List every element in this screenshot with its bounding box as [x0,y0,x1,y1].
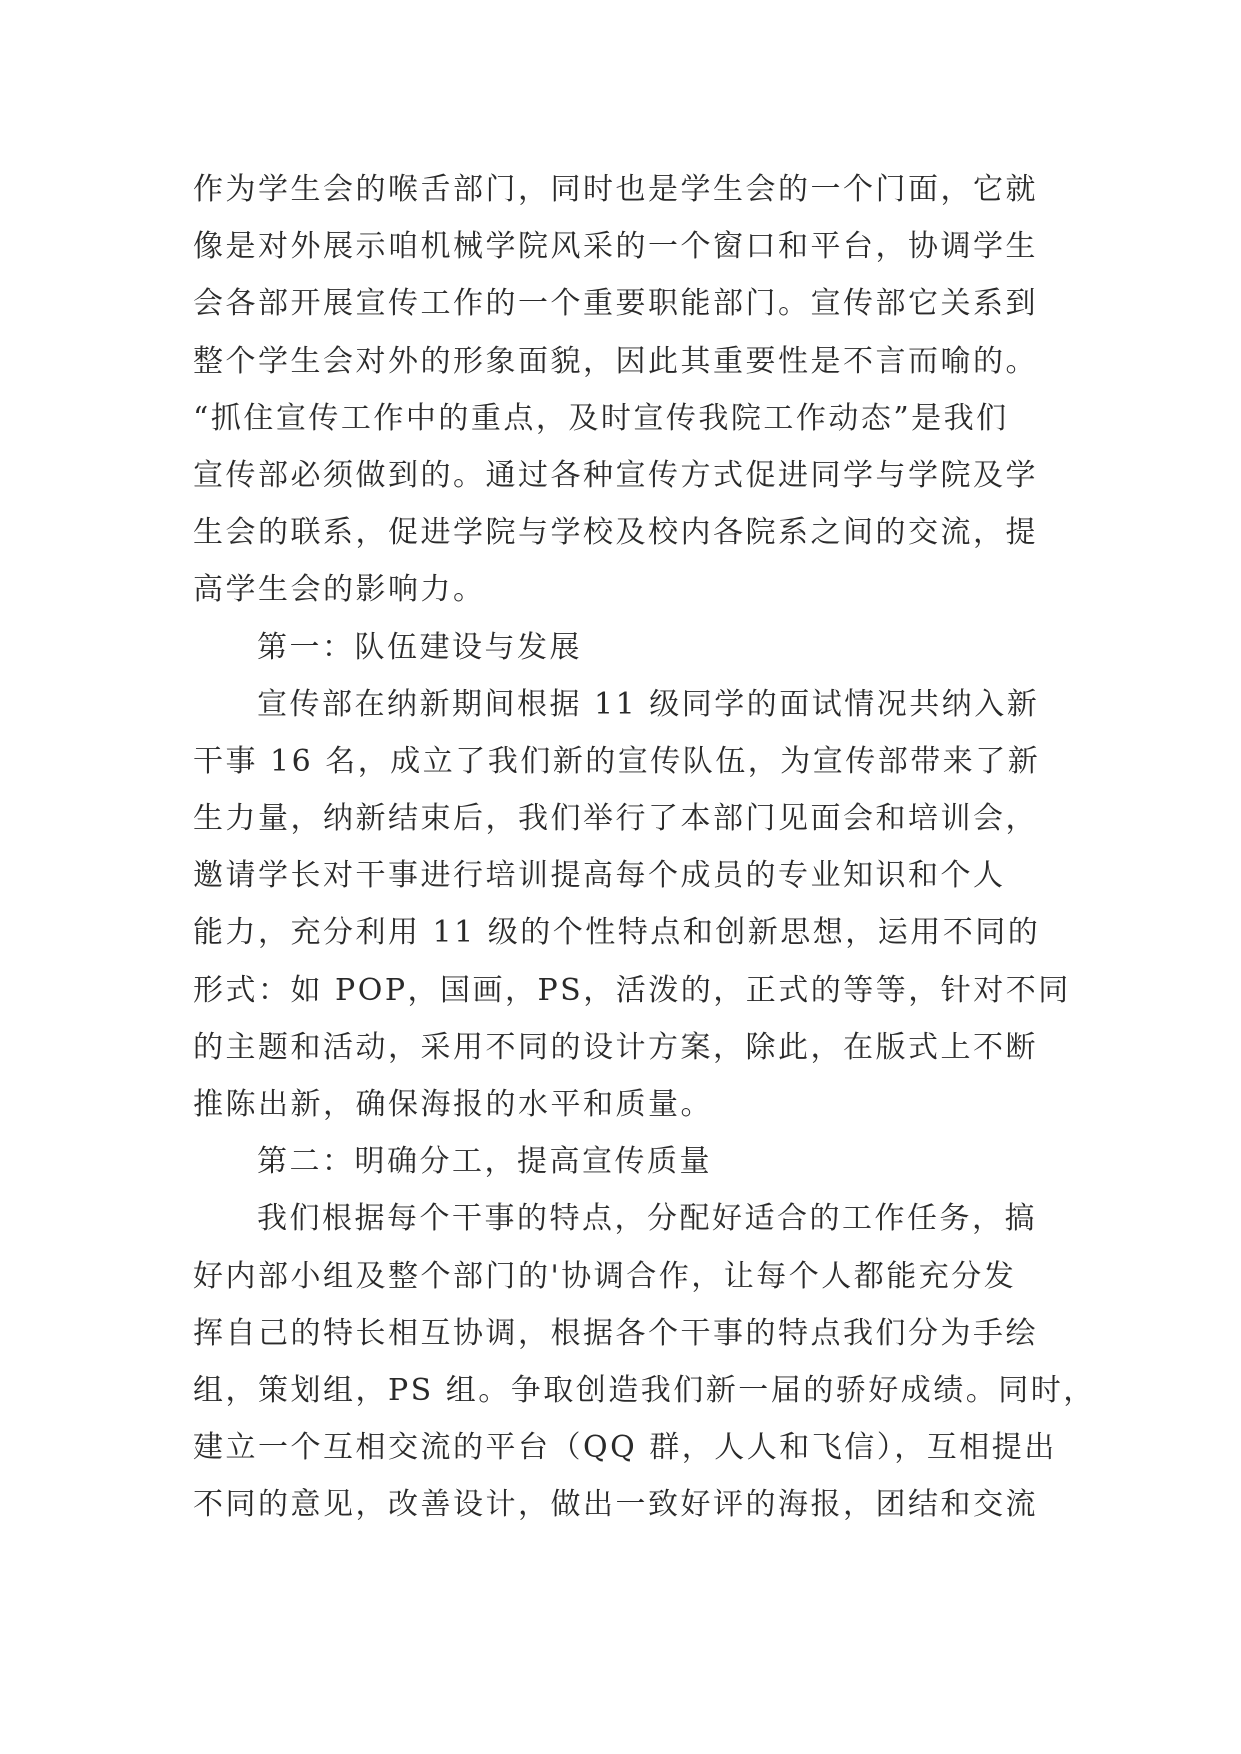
text-line: “抓住宣传工作中的重点，及时宣传我院工作动态”是我们 [193,400,1009,436]
text-line: 建立一个互相交流的平台（QQ 群，人人和飞信），互相提出 [193,1430,1057,1466]
text-line: 干事 16 名，成立了我们新的宣传队伍，为宣传部带来了新 [193,743,1041,779]
text-line: 形式：如 POP，国画，PS，活泼的，正式的等等，针对不同 [193,972,1071,1008]
text-line: 我们根据每个干事的特点，分配好适合的工作任务，搞 [257,1201,1037,1237]
text-line: 推陈出新，确保海报的水平和质量。 [193,1087,713,1122]
text-line: 高学生会的影响力。 [193,572,486,608]
text-line: 的主题和活动，采用不同的设计方案，除此，在版式上不断 [193,1029,1038,1065]
text-line: 生力量，纳新结束后，我们举行了本部门见面会和培训会， [193,801,1038,837]
text-line: 作为学生会的喉舌部门，同时也是学生会的一个门面，它就 [193,172,1038,207]
text-line: 宣传部在纳新期间根据 11 级同学的面试情况共纳入新 [257,686,1040,722]
text-line: 不同的意见，改善设计，做出一致好评的海报，团结和交流 [193,1487,1038,1523]
text-line: 会各部开展宣传工作的一个重要职能部门。宣传部它关系到 [193,286,1038,322]
text-line: 组，策划组，PS 组。争取创造我们新一届的骄好成绩。同时， [193,1372,1096,1408]
text-line: 好内部小组及整个部门的'协调合作，让每个人都能充分发 [193,1258,1017,1294]
text-line: 邀请学长对干事进行培训提高每个成员的专业知识和个人 [193,858,1006,894]
text-line: 挥自己的特长相互协调，根据各个干事的特点我们分为手绘 [193,1315,1038,1351]
text-line: 像是对外展示咱机械学院风采的一个窗口和平台，协调学生 [193,229,1038,265]
text-line: 整个学生会对外的形象面貌，因此其重要性是不言而喻的。 [193,343,1038,379]
text-line: 生会的联系，促进学院与学校及校内各院系之间的交流，提 [193,515,1038,551]
document-body [193,161,1096,1534]
text-line: 能力，充分利用 11 级的个性特点和创新思想，运用不同的 [193,915,1041,951]
section-heading: 第二：明确分工，提高宣传质量 [257,1144,712,1180]
section-heading: 第一：队伍建设与发展 [257,629,582,665]
text-line: 宣传部必须做到的。通过各种宣传方式促进同学与学院及学 [193,457,1038,493]
